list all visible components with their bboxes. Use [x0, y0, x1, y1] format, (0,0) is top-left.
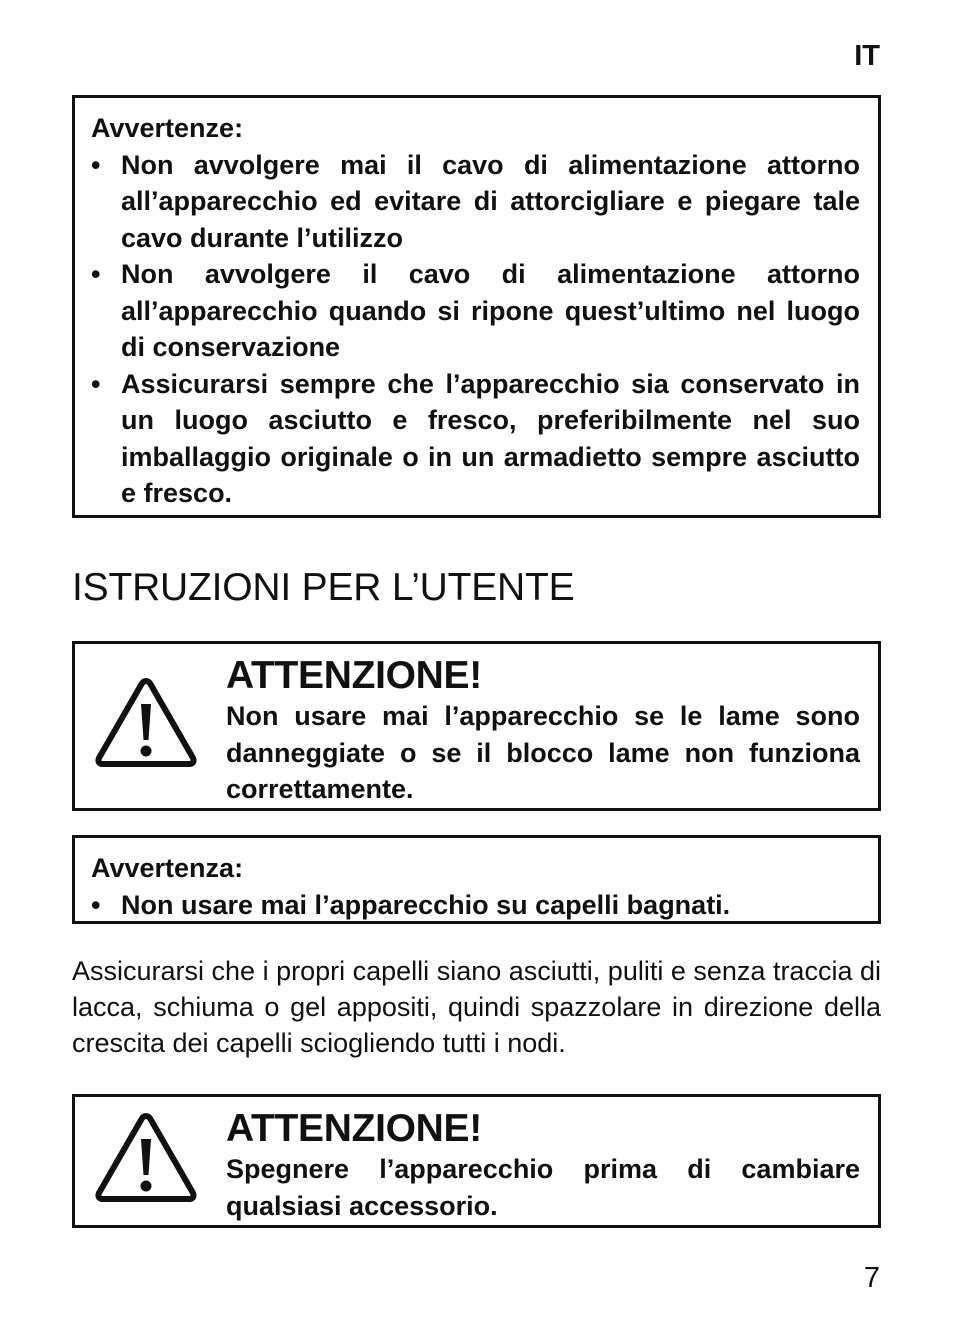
attention-box [72, 1094, 881, 1228]
warning-title: Avvertenza: [91, 853, 244, 883]
warning-item: • Non usare mai l’apparecchio su capelli bagnati. [91, 887, 860, 924]
section-title: ISTRUZIONI PER L’UTENTE [72, 566, 575, 609]
warning-item: • Non avvolgere il cavo di alimentazione attorno all’apparecchio quando si ripone quest’ultimo nel luogo di conservazione [91, 256, 860, 366]
body-paragraph: Assicurarsi che i propri capelli siano asciutti, puliti e senza traccia di lacca, schiuma o gel appositi, quindi spazzolare in direzione della crescita dei capelli sciogliendo tutti i nodi. [72, 956, 881, 1058]
attention-heading: ATTENZIONE! [226, 1107, 482, 1150]
language-code: IT [854, 40, 880, 72]
attention-content [226, 654, 860, 808]
warnings-title: Avvertenze: [91, 113, 244, 143]
attention-heading: ATTENZIONE! [226, 654, 482, 697]
attention-text: Spegnere l’apparecchio prima di cambiare qualsiasi accessorio. [226, 1154, 860, 1221]
attention-box [72, 641, 881, 811]
page-number: 7 [863, 1262, 880, 1294]
warnings-box [72, 95, 881, 518]
warning-item: • Non avvolgere mai il cavo di alimentazione attorno all’apparecchio ed evitare di attorcigliare e piegare tale cavo durante l’utilizzo [91, 147, 860, 257]
warning-box [72, 835, 881, 924]
warning-item: • Assicurarsi sempre che l’apparecchio sia conservato in un luogo asciutto e fresco, preferibilmente nel suo imballaggio originale o in un armadietto sempre asciutto e fresco. [91, 366, 860, 512]
attention-content [226, 1107, 860, 1224]
warning-triangle-icon [91, 672, 201, 772]
warnings-list [91, 147, 860, 512]
warning-list [91, 887, 860, 924]
attention-text: Non usare mai l’apparecchio se le lame sono danneggiate o se il blocco lame non funziona correttamente. [226, 701, 860, 804]
warning-triangle-icon [91, 1107, 201, 1207]
